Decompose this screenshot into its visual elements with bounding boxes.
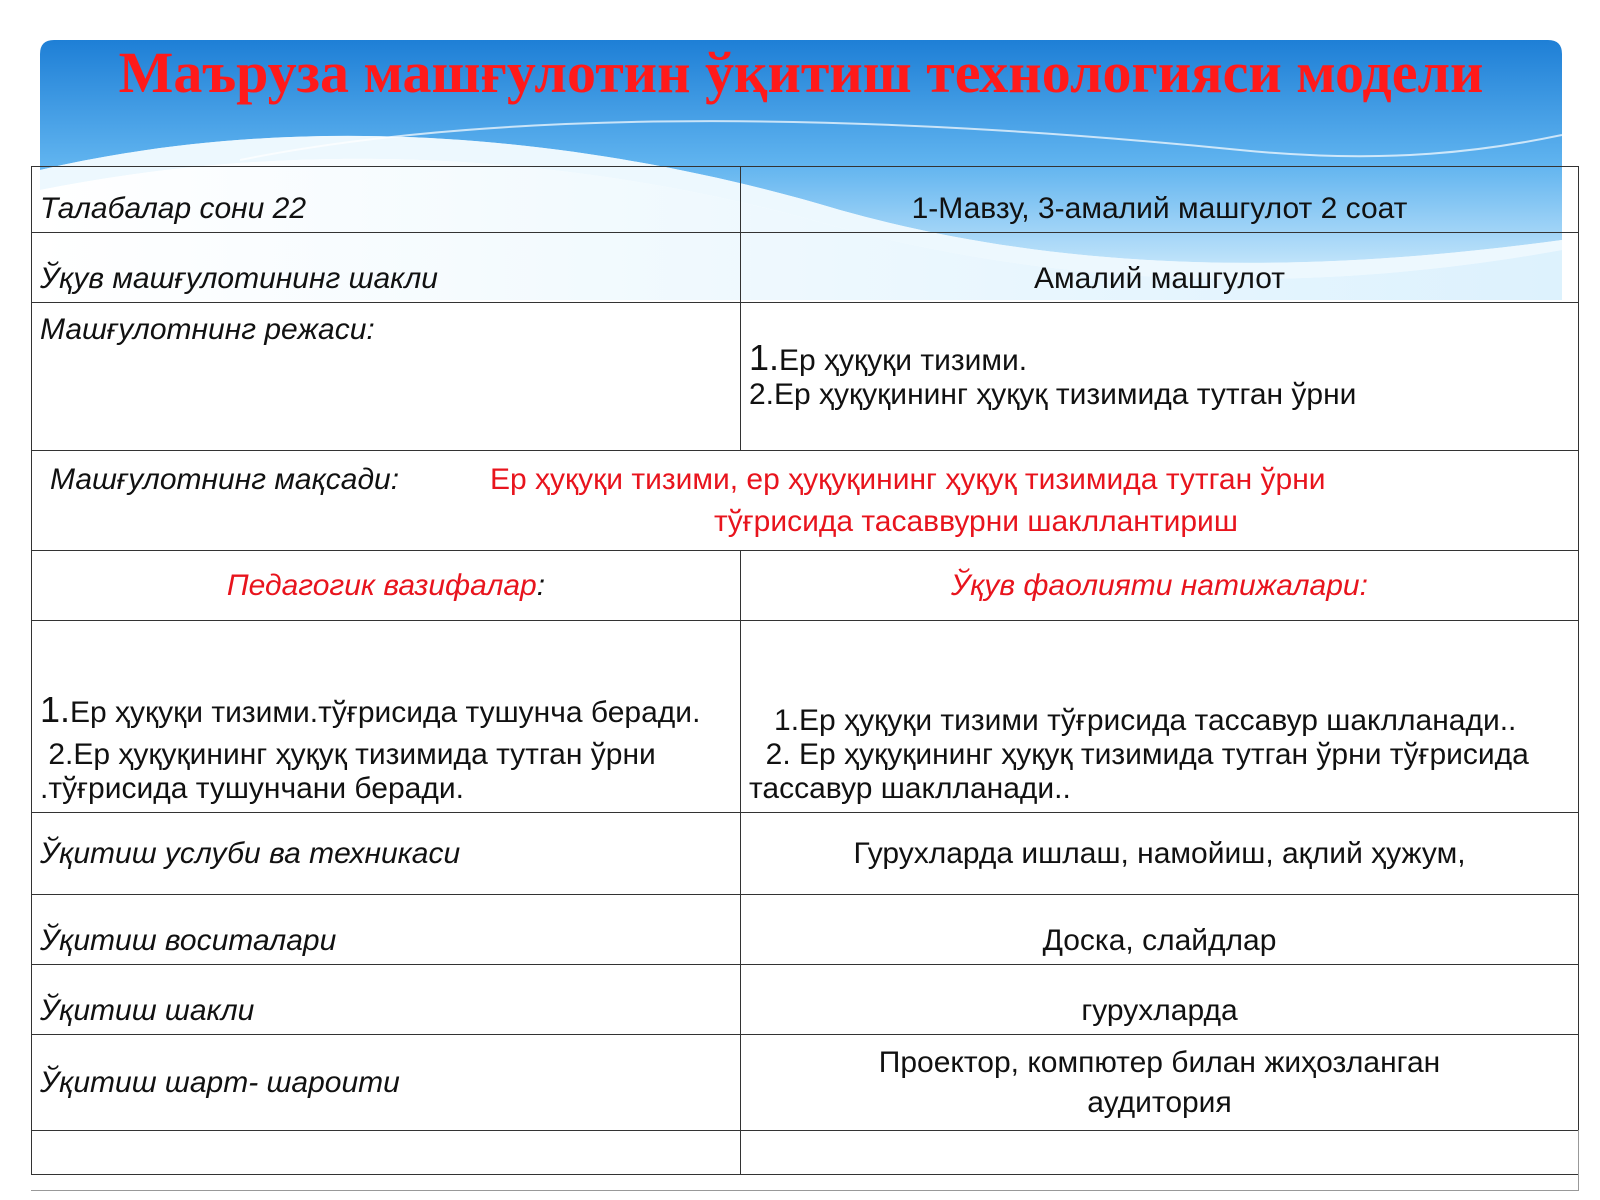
method-label: Ўқитиш услуби ва техникаси [32, 813, 741, 895]
learning-results-header: Ўқув фаолияти натижалари: [741, 551, 1579, 621]
table-row [32, 621, 1579, 813]
table-row [32, 451, 1579, 551]
result-item: 1.Ер ҳуқуқи тизими тўғрисида тассавур шаклланади.. [749, 704, 1517, 737]
result-item: 2. Ер ҳуқуқининг ҳуқуқ тизимида тутган ўрни тўғрисида тассавур шаклланади.. [749, 738, 1538, 805]
lesson-form-value: Амалий машгулот [741, 233, 1579, 303]
conditions-value: Проектор, компютер билан жиҳозланган аудитория [741, 1035, 1579, 1131]
goal-label: Машғулотнинг мақсади: [50, 462, 400, 496]
pedagogical-tasks-header: Педагогик вазифалар: [32, 551, 741, 621]
pedagogical-tasks-list [32, 621, 741, 813]
table-row [32, 303, 1579, 451]
lesson-form-label: Ўқув машғулотининг шакли [32, 233, 741, 303]
task-item: 1.Ер ҳуқуқи тизими.тўғрисида тушунча беради. [40, 689, 701, 730]
students-label: Талабалар сони 22 [32, 167, 741, 233]
table-row [32, 1035, 1579, 1131]
lesson-model-table [31, 166, 1579, 1175]
method-value: Гурухларда ишлаш, намойиш, ақлий ҳужум, [741, 813, 1579, 895]
conditions-label: Ўқитиш шарт- шароити [32, 1035, 741, 1131]
tools-value: Доска, слайдлар [741, 895, 1579, 965]
goal-cell [32, 451, 1579, 551]
topic-hours: 1-Мавзу, 3-амалий машгулот 2 соат [741, 167, 1579, 233]
page-title: Маъруза машғулотин ўқитиш технологияси модели [118, 40, 1484, 105]
form-label: Ўқитиш шакли [32, 965, 741, 1035]
table-row [32, 233, 1579, 303]
goal-text: Ер ҳуқуқи тизими, ер ҳуқуқининг ҳуқуқ тизимида тутган ўрни тўғрисида тасаввурни шакллантириш [490, 462, 1326, 538]
table-row [32, 813, 1579, 895]
plan-item: 2.Ер ҳуқуқининг ҳуқуқ тизимида тутган ўрни [749, 378, 1357, 411]
table-row [32, 1131, 1579, 1175]
table-row [32, 965, 1579, 1035]
form-value: гурухларда [741, 965, 1579, 1035]
task-item: 2.Ер ҳуқуқининг ҳуқуқ тизимида тутган ўрни .тўғрисида тушунчани беради. [40, 738, 665, 805]
empty-cell [32, 1131, 741, 1175]
plan-label: Машғулотнинг режаси: [32, 303, 741, 451]
empty-cell [741, 1131, 1579, 1175]
divider [31, 1190, 1579, 1191]
plan-item: 1.Ер ҳуқуқи тизими. [749, 337, 1028, 378]
tools-label: Ўқитиш воситалари [32, 895, 741, 965]
learning-results-list [741, 621, 1579, 813]
divider [1578, 1130, 1579, 1190]
table-row [32, 551, 1579, 621]
table-row [32, 895, 1579, 965]
table-row [32, 167, 1579, 233]
plan-list [741, 303, 1579, 451]
